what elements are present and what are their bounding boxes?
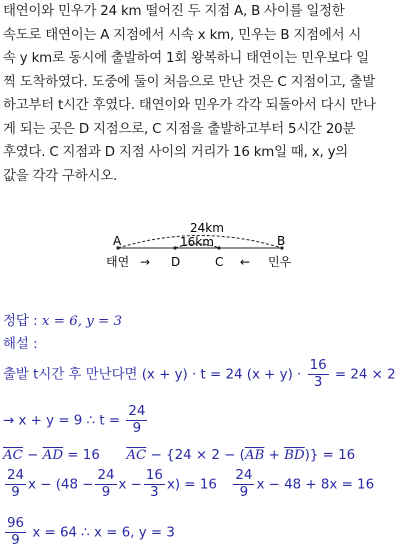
seg-BD: $\overline{BD}$ xyxy=(284,448,305,463)
answer-label: 정답 : xyxy=(3,314,38,329)
problem-text xyxy=(3,0,399,188)
label-taeyeon: 태연 xyxy=(106,255,130,269)
solution-line-4: $\frac{24}{9}$ x − (48 − $\frac{24}{9}$ x − $\frac{16}{3}$ x) = 16 $\frac{24}{9}$ x − 48 + 8x = 16 xyxy=(7,468,375,500)
problem-line-6: 게 되는 곳은 D 지점으로, C 지점을 출발하고부터 5시간 20분 xyxy=(3,121,356,137)
seg-AD: $\overline{AD}$ xyxy=(42,448,64,463)
answer-value: x = 6, y = 3 xyxy=(41,314,123,329)
seg-AC: $\overline{AC}$ xyxy=(3,448,23,463)
sol-l2-a: → x + y = 9 ∴ t = xyxy=(3,413,121,429)
label-B: B xyxy=(277,234,286,248)
solution-line-2 xyxy=(3,404,149,437)
problem-line-1: 태연이와 민우가 24 km 떨어진 두 지점 A, B 사이를 일정한 xyxy=(3,4,345,19)
answer-row xyxy=(3,310,122,329)
arrow-left-icon: ← xyxy=(240,255,251,269)
explain-label: 해설 : xyxy=(3,337,38,352)
fraction-16-3: $\frac{16}{3}$ xyxy=(309,358,327,390)
route-diagram xyxy=(0,218,400,278)
seg-AB: $\overline{AB}$ xyxy=(244,448,265,463)
solution-line-1 xyxy=(3,358,396,391)
solution-line-5: $\frac{96}{9}$ x = 64 ∴ x = 6, y = 3 xyxy=(7,516,175,548)
point-D-dot xyxy=(173,246,176,249)
fraction-24-9: $\frac{24}{9}$ xyxy=(128,404,146,436)
label-D: D xyxy=(171,255,181,269)
label-24km: 24km xyxy=(190,221,224,235)
sol-l1-b: = 24 × 2 xyxy=(334,367,396,383)
label-minwoo: 민우 xyxy=(268,255,292,269)
label-A: A xyxy=(113,234,122,248)
problem-line-2: 속도로 태연이는 A 지점에서 시속 x km, 민우는 B 지점에서 시 xyxy=(3,27,362,43)
solution xyxy=(3,300,399,555)
problem-line-7: 후였다. C 지점과 D 지점 사이의 거리가 16 km일 때, x, y의 xyxy=(3,145,349,160)
arrow-right-icon: → xyxy=(140,255,151,269)
sol-l1-a: 출발 t시간 후 만난다면 (x + y) · t = 24 (x + y) · xyxy=(3,367,302,383)
point-C-dot xyxy=(217,246,220,249)
problem-line-5: 하고부터 t시간 후였다. 태연이와 민우가 각각 되돌아서 다시 만나 xyxy=(3,98,376,113)
label-16km: 16km xyxy=(180,235,214,249)
label-C: C xyxy=(215,255,224,269)
problem-line-3: 속 y km로 동시에 출발하여 1회 왕복하니 태연이는 민우보다 일 xyxy=(3,51,369,66)
seg-AC-2: $\overline{AC}$ xyxy=(126,448,147,463)
fraction-96-9: $\frac{96}{9}$ xyxy=(7,516,25,548)
solution-line-3: $\overline{AC} - \overline{AD} = 16$ $\overline{AC} - \{24 \times 2 - (\overline{AB} + \overline{BD})\} = 16$ xyxy=(3,448,356,463)
problem-line-8: 값을 각각 구하시오. xyxy=(3,168,118,184)
problem-line-4: 찍 도착하였다. 도중에 둘이 처음으로 만난 것은 C 지점이고, 출발 xyxy=(3,74,376,90)
